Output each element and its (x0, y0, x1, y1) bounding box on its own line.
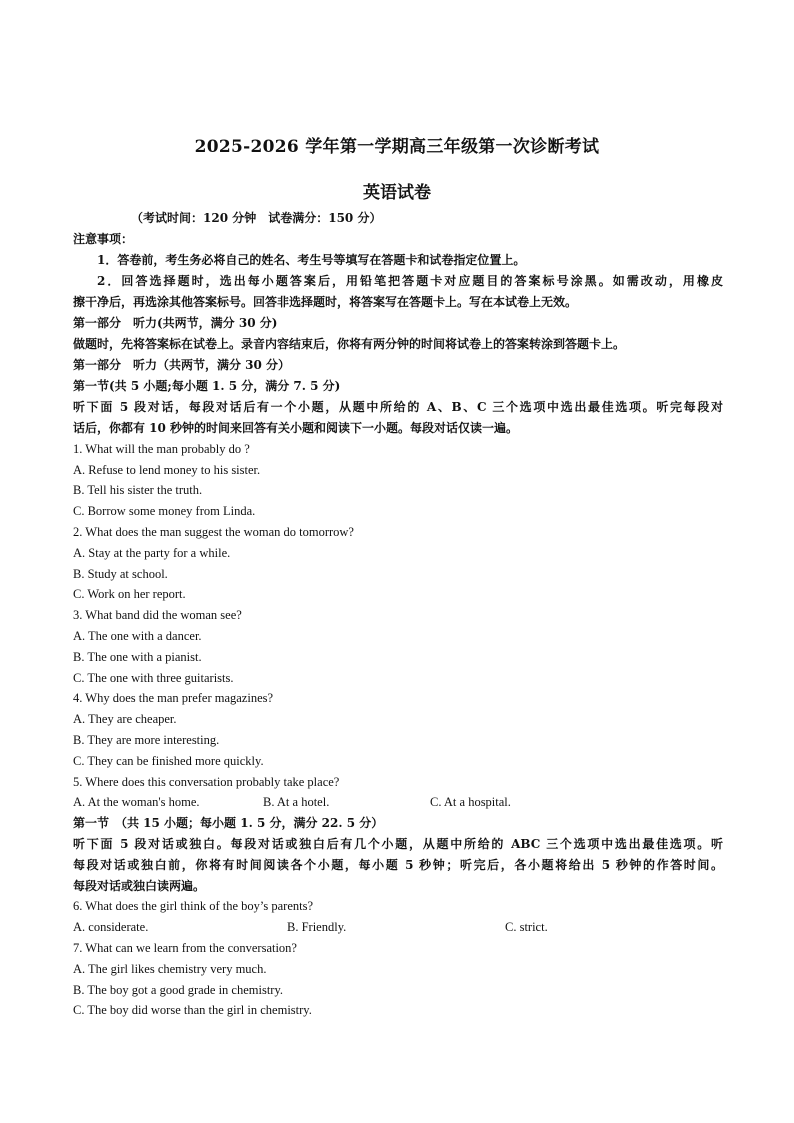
question-5-option-a: A. At the woman's home. (73, 795, 200, 809)
question-5-stem: 5. Where does this conversation probably take place? (73, 775, 340, 789)
question-2-option-a: A. Stay at the party for a while. (73, 546, 231, 560)
section2-instruction-line-3: 每段对话或独白读两遍。 (73, 879, 206, 893)
question-3-option-c: C. The one with three guitarists. (73, 671, 234, 685)
question-4-option-b: B. They are more interesting. (73, 733, 220, 747)
question-1-option-b: B. Tell his sister the truth. (73, 483, 203, 497)
section2-instruction-line-2: 每段对话或独白前，你将有时间阅读各个小题，每小题 5 秒钟；听完后，各小题将给出 5 秒钟的作答时间。 (73, 858, 723, 872)
question-7-option-b: B. The boy got a good grade in chemistry. (73, 983, 284, 997)
question-6-option-c: C. strict. (505, 920, 548, 934)
question-6-options (73, 917, 723, 938)
question-6-stem: 6. What does the girl think of the boy’s parents? (73, 899, 313, 913)
question-4-option-c: C. They can be finished more quickly. (73, 754, 264, 768)
question-2-option-c: C. Work on her report. (73, 587, 186, 601)
section2-instruction-line-1: 听下面 5 段对话或独白。每段对话或独白后有几个小题，从题中所给的 ABC 三个选项中选出最佳选项。听 (73, 837, 723, 851)
part1-heading-repeat: 第一部分 听力（共两节，满分 30 分） (73, 358, 291, 372)
question-2-stem: 2. What does the man suggest the woman do tomorrow? (73, 525, 354, 539)
exam-title: 2025-2026 学年第一学期高三年级第一次诊断考试 (194, 137, 600, 157)
question-1-option-a: A. Refuse to lend money to his sister. (73, 463, 261, 477)
exam-info: （考试时间：120 分钟 试卷满分：150 分） (131, 211, 382, 225)
section1-heading: 第一节(共 5 小题;每小题 1. 5 分，满分 7. 5 分) (73, 379, 341, 393)
question-5-option-b: B. At a hotel. (263, 795, 330, 809)
question-5-option-c: C. At a hospital. (430, 795, 511, 809)
section1-instruction-line-2: 话后，你都有 10 秒钟的时间来回答有关小题和阅读下一小题。每段对话仅读一遍。 (73, 421, 519, 435)
question-7-option-a: A. The girl likes chemistry very much. (73, 962, 267, 976)
question-3-option-a: A. The one with a dancer. (73, 629, 202, 643)
question-7-stem: 7. What can we learn from the conversation? (73, 941, 297, 955)
notes-item-1: 1．答卷前，考生务必将自己的姓名、考生号等填写在答题卡和试卷指定位置上。 (97, 253, 526, 267)
exam-subtitle: 英语试卷 (363, 183, 431, 203)
part1-instruction: 做题时，先将答案标在试卷上。录音内容结束后，你将有两分钟的时间将试卷上的答案转涂到答题卡上。 (73, 337, 626, 351)
question-3-stem: 3. What band did the woman see? (73, 608, 242, 622)
question-1-option-c: C. Borrow some money from Linda. (73, 504, 256, 518)
section1-instruction-line-1: 听下面 5 段对话，每段对话后有一个小题，从题中所给的 A、B、C 三个选项中选出最佳选项。听完每段对 (73, 400, 723, 414)
notes-item-2-line-2: 擦干净后，再选涂其他答案标号。回答非选择题时，将答案写在答题卡上。写在本试卷上无效。 (73, 295, 578, 309)
question-3-option-b: B. The one with a pianist. (73, 650, 202, 664)
question-4-option-a: A. They are cheaper. (73, 712, 177, 726)
question-7-option-c: C. The boy did worse than the girl in chemistry. (73, 1003, 312, 1017)
question-6-option-a: A. considerate. (73, 920, 149, 934)
question-5-options (73, 792, 723, 813)
question-6-option-b: B. Friendly. (287, 920, 347, 934)
notes-item-2-line-1: 2．回答选择题时，选出每小题答案后，用铅笔把答题卡对应题目的答案标号涂黑。如需改动，用橡皮 (97, 274, 723, 288)
question-2-option-b: B. Study at school. (73, 567, 168, 581)
part1-heading: 第一部分 听力(共两节，满分 30 分) (73, 316, 278, 330)
notes-heading: 注意事项： (73, 232, 134, 246)
question-1-stem: 1. What will the man probably do ? (73, 442, 250, 456)
section2-heading: 第一节 （共 15 小题；每小题 1. 5 分，满分 22. 5 分） (73, 816, 384, 830)
question-4-stem: 4. Why does the man prefer magazines? (73, 691, 274, 705)
